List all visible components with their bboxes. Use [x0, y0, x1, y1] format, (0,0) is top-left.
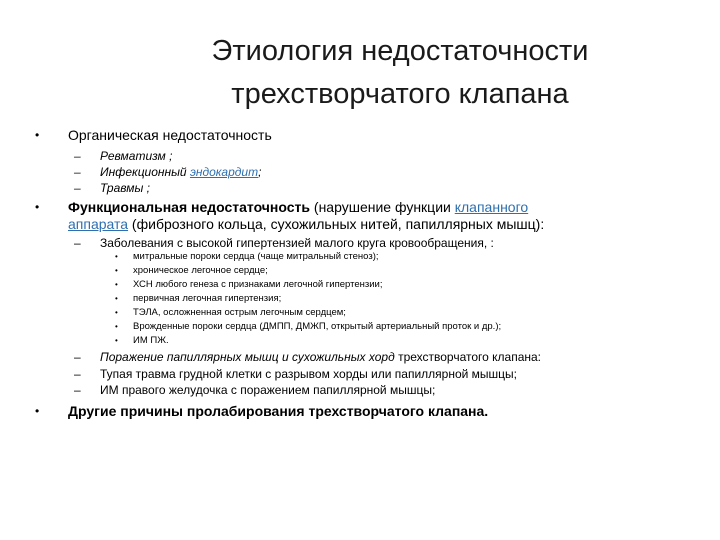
sub-item-text: Врожденные пороки сердца (ДМПП, ДМЖП, открытый артериальный проток и др.);: [133, 321, 502, 332]
functional-item-text: [100, 350, 700, 365]
item-rest: трехстворчатого клапана:: [394, 350, 542, 364]
bullet-marker: •: [35, 128, 40, 142]
organic-item-text: [100, 165, 700, 180]
sub-bullet: •: [115, 308, 118, 317]
slide-title: [80, 30, 720, 116]
dash-marker: –: [74, 367, 81, 381]
bullet-marker: •: [35, 200, 40, 214]
functional-heading-text-2: (фиброзного кольца, сухожильных нитей, папиллярных мышц):: [128, 216, 545, 232]
organic-heading: Органическая недостаточность: [68, 127, 272, 143]
sub-bullet: •: [115, 336, 118, 345]
functional-item-text: [100, 367, 700, 382]
sub-bullet: •: [115, 322, 118, 331]
sub-item-text: ИМ ПЖ.: [133, 335, 169, 346]
sub-item-text: первичная легочная гипертензия;: [133, 293, 282, 304]
item-rest: ИМ правого желудочка с поражением папиллярной мышцы;: [100, 383, 436, 397]
dash-marker: –: [74, 149, 81, 163]
title-line-1: Этиология недостаточности: [211, 35, 589, 67]
sub-bullet: •: [115, 280, 118, 289]
functional-item-text: [100, 383, 700, 398]
sub-item-text: хроническое легочное сердце;: [133, 265, 268, 276]
item-punct: ;: [258, 165, 262, 179]
dash-marker: –: [74, 383, 81, 397]
sub-bullet: •: [115, 252, 118, 261]
endocarditis-link[interactable]: эндокардит: [189, 165, 259, 179]
title-line-2: трехстворчатого клапана: [231, 78, 569, 110]
sub-bullet: •: [115, 294, 118, 303]
functional-heading-text: (нарушение функции: [310, 199, 455, 215]
dash-marker: –: [74, 165, 81, 179]
sub-item-text: митральные пороки сердца (чаще митральный стеноз);: [133, 251, 379, 262]
item-rest: Тупая травма грудной клетки с разрывом хорды или папиллярной мышцы;: [100, 367, 518, 381]
dash-marker: –: [74, 181, 81, 195]
link-part-1: клапанного: [454, 199, 529, 215]
other-heading: Другие причины пролабирования трехстворчатого клапана.: [68, 403, 489, 419]
link-part-2: аппарата: [68, 216, 129, 232]
bullet-marker: •: [35, 404, 40, 418]
item-text: Инфекционный: [100, 165, 190, 179]
subheading-text: Заболевания с высокой гипертензией малого круга кровообращения, :: [100, 236, 494, 250]
item-italic: Поражение папиллярных мышц и сухожильных хорд: [100, 350, 395, 364]
dash-marker: –: [74, 350, 81, 364]
organic-item-text: Ревматизм ;: [100, 149, 173, 163]
sub-bullet: •: [115, 266, 118, 275]
organic-item-text: Травмы ;: [100, 181, 151, 195]
functional-heading-bold: Функциональная недостаточность: [68, 199, 311, 215]
functional-heading: [68, 199, 668, 233]
sub-item-text: ТЭЛА, осложненная острым легочным сердцем;: [133, 307, 346, 318]
dash-marker: –: [74, 236, 81, 250]
sub-item-text: ХСН любого генеза с признаками легочной гипертензии;: [133, 279, 383, 290]
